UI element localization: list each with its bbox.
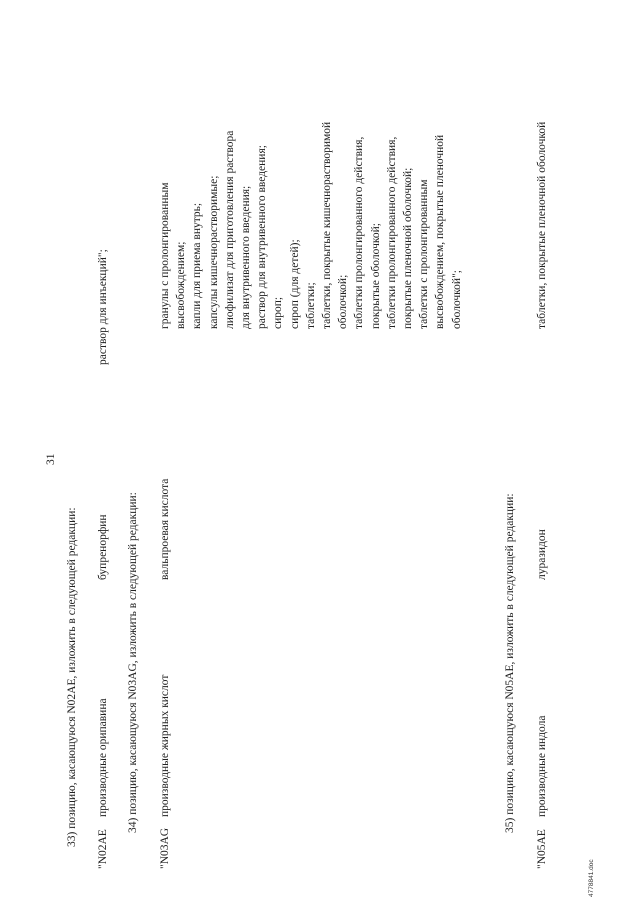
section-34-forms bbox=[157, 122, 465, 329]
section-35-code: "N05AE bbox=[536, 829, 548, 869]
form-line: раствор для инъекций"; bbox=[97, 249, 109, 365]
section-34-code: "N03AG bbox=[159, 827, 171, 869]
section-34-heading: 34) позицию, касающуюся N03AG, изложить в следующей редакции: bbox=[127, 492, 139, 833]
form-line: покрытые пленочной оболочкой; bbox=[402, 167, 415, 329]
section-34-group: производные жирных кислот bbox=[159, 674, 171, 817]
form-line: таблетки пролонгированного действия, bbox=[353, 136, 366, 329]
footer-filename: 4778841.doc bbox=[588, 859, 595, 897]
form-line: оболочкой"; bbox=[450, 270, 463, 329]
form-line: капсулы кишечнорастворимые; bbox=[207, 175, 220, 329]
section-35-substance: луразидон bbox=[536, 529, 548, 580]
form-line: раствор для внутривенного введения; bbox=[256, 145, 269, 329]
form-line: таблетки с пролонгированным bbox=[418, 179, 431, 329]
section-35-group: производные индола bbox=[536, 715, 548, 817]
form-line: капли для приема внутрь; bbox=[191, 202, 204, 329]
form-line: таблетки, покрытые кишечнорастворимой bbox=[321, 121, 334, 329]
form-line: гранулы с пролонгированным bbox=[159, 182, 171, 329]
form-line: высвобождением; bbox=[175, 241, 188, 329]
form-line: покрытые оболочкой; bbox=[369, 223, 382, 329]
section-33-forms bbox=[95, 249, 111, 365]
form-line: лиофилизат для приготовления раствора bbox=[223, 130, 236, 329]
form-line: таблетки; bbox=[304, 282, 317, 329]
section-33-code: "N02AE bbox=[97, 829, 109, 869]
form-line: сироп; bbox=[272, 296, 285, 329]
section-35-heading: 35) позицию, касающуюся N05AE, изложить в следующей редакции: bbox=[504, 493, 516, 833]
section-33-heading: 33) позицию, касающуюся N02AE, изложить в следующей редакции: bbox=[66, 507, 78, 847]
section-33-substance: бупренорфин bbox=[97, 514, 109, 580]
form-line: для внутривенного введения; bbox=[240, 185, 253, 329]
form-line: таблетки, покрытые пленочной оболочкой bbox=[536, 121, 548, 329]
form-line: оболочкой; bbox=[337, 274, 350, 329]
form-line: таблетки пролонгированного действия, bbox=[385, 136, 398, 329]
page-number: 31 bbox=[45, 453, 57, 465]
form-line: сироп (для детей); bbox=[288, 239, 301, 329]
section-34-substance: вальпроевая кислота bbox=[159, 478, 171, 580]
section-35-forms bbox=[534, 122, 550, 329]
section-33-group: производные орипавина bbox=[97, 698, 109, 817]
form-line: высвобождением, покрытые пленочной bbox=[434, 134, 447, 329]
